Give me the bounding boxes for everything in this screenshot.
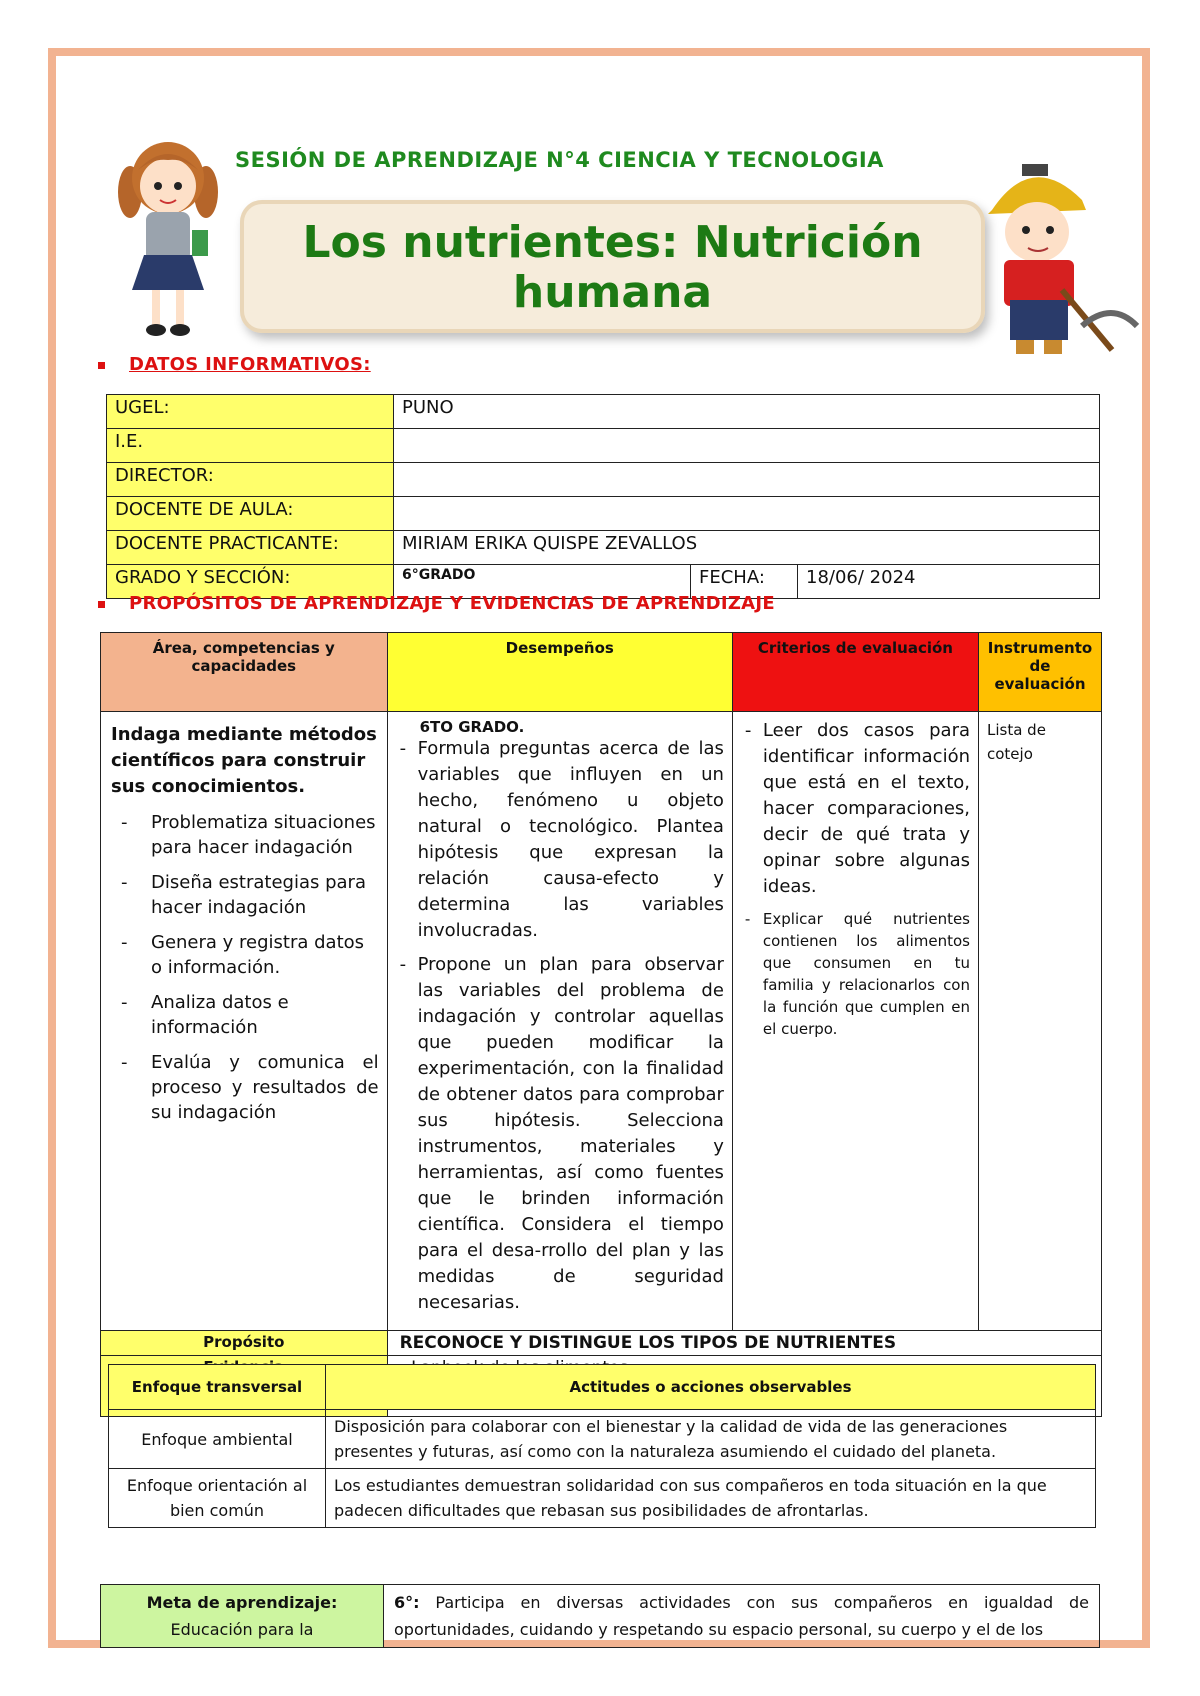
col-header-actitudes: Actitudes o acciones observables [326,1365,1096,1410]
enfoque-name: Enfoque ambiental [109,1410,326,1469]
criterios-list-2 [741,908,970,1040]
info-label: DOCENTE DE AULA: [107,497,394,531]
table-row [109,1410,1096,1469]
table-row [107,463,1100,497]
capacidades-list [109,810,379,1125]
table-row [101,1585,1100,1648]
table-row [107,429,1100,463]
col-header-criterios: Criterios de evaluación [732,633,978,712]
table-header-row [109,1365,1096,1410]
desempenos-list [396,736,724,1316]
enfoque-name: Enfoque orientación al bien común [109,1469,326,1528]
table-row [107,395,1100,429]
info-value: MIRIAM ERIKA QUISPE ZEVALLOS [394,531,1100,565]
list-item: - Formula preguntas acerca de las variables que influyen en un hecho, fenómeno u objeto natural o tecnológico. Plantea hipótesis que expresan la relación causa-efecto y determina las variables involucradas. [396,736,724,944]
meta-label: Meta de aprendizaje: [146,1593,338,1612]
table-row [101,1331,1102,1356]
meta-text: Participa en diversas actividades con sus compañeros en igualdad de oportunidades, cuidando y respetando su espacio personal, su cuerpo y el de los [394,1593,1090,1639]
section-propositos [98,593,775,614]
info-value [394,463,1100,497]
bullet-icon [98,362,105,369]
enfoques-table [108,1364,1096,1528]
info-label: UGEL: [107,395,394,429]
enfoque-actitud: Los estudiantes demuestran solidaridad con sus compañeros en toda situación en la que padecen dificultades que rebasan sus posibilidades de afrontarlas. [326,1469,1096,1528]
info-value [394,497,1100,531]
instrumento-cell: Lista de cotejo [979,712,1102,1331]
list-item: - Analiza datos e información [121,990,379,1040]
list-item: - Problematiza situaciones para hacer indagación [121,810,379,860]
list-item: - Propone un plan para observar las variables del problema de indagación y controlar aquellas que pueden modificar la experimentación, con la finalidad de obtener datos para comprobar sus hipótesis. Selecciona instrumentos, materiales y herramientas, así como fuentes que le brinden información científica. Considera el tiempo para el desa-rrollo del plan y las medidas de seguridad necesarias. [396,952,724,1316]
info-table [106,394,1100,599]
main-title-box [240,200,985,333]
col-header-area: Área, competencias y capacidades [101,633,388,712]
info-label: I.E. [107,429,394,463]
criterios-cell [732,712,978,1331]
grado-label: 6TO GRADO. [419,718,525,736]
meta-table [100,1584,1100,1648]
section-propositos-label: PROPÓSITOS DE APRENDIZAJE Y EVIDENCIAS DE APRENDIZAJE [129,593,776,614]
meta-grado: 6°: [394,1593,420,1612]
bullet-icon [98,601,105,608]
info-label: DIRECTOR: [107,463,394,497]
main-title [240,218,985,318]
table-row [107,531,1100,565]
purposes-table [100,632,1102,1417]
table-row [101,712,1102,1331]
section-datos-informativos [98,354,371,375]
meta-sublabel: Educación para la [170,1620,314,1639]
criterios-list [741,718,970,900]
info-label: FECHA: [691,565,798,599]
col-header-instrumento: Instrumento de evaluación [979,633,1102,712]
main-title-line-2: humana [512,267,713,318]
proposito-value: RECONOCE Y DISTINGUE LOS TIPOS DE NUTRIENTES [387,1331,1101,1356]
list-item: - Diseña estrategias para hacer indagación [121,870,379,920]
list-item: - Genera y registra datos o información. [121,930,379,980]
meta-text-cell [384,1585,1100,1648]
info-value: 18/06/ 2024 [798,565,1100,599]
col-header-enfoque: Enfoque transversal [109,1365,326,1410]
main-title-line-1: Los nutrientes: Nutrición [302,217,923,268]
proposito-label: Propósito [101,1331,388,1356]
info-value [394,429,1100,463]
session-title: SESIÓN DE APRENDIZAJE N°4 CIENCIA Y TECNOLOGIA [235,148,884,172]
info-label: DOCENTE PRACTICANTE: [107,531,394,565]
list-item: - Explicar qué nutrientes contienen los alimentos que consumen en tu familia y relacionarlos con la función que cumplen en el cuerpo. [741,908,970,1040]
col-header-desempenos: Desempeños [387,633,732,712]
list-item: - Evalúa y comunica el proceso y resultados de su indagación [121,1050,379,1125]
table-row [109,1469,1096,1528]
competencias-cell [101,712,388,1331]
boy-miner-illustration [962,150,1142,360]
enfoque-actitud: Disposición para colaborar con el bienestar y la calidad de vida de las generaciones presentes y futuras, así como con la naturaleza asumiendo el cuidado del planeta. [326,1410,1096,1469]
section-datos-label: DATOS INFORMATIVOS: [129,354,371,375]
competencia-title: Indaga mediante métodos científicos para construir sus conocimientos. [111,724,377,797]
info-label: GRADO Y SECCIÓN: [107,565,394,599]
info-value: PUNO [394,395,1100,429]
table-header-row [101,633,1102,712]
info-value: 6°GRADO [394,565,691,599]
meta-label-cell [101,1585,384,1648]
girl-student-illustration [108,130,228,348]
table-row [107,497,1100,531]
list-item: - Leer dos casos para identificar información que está en el texto, hacer comparaciones, decir de qué trata y opinar sobre algunas ideas. [741,718,970,900]
desempenos-cell [387,712,732,1331]
